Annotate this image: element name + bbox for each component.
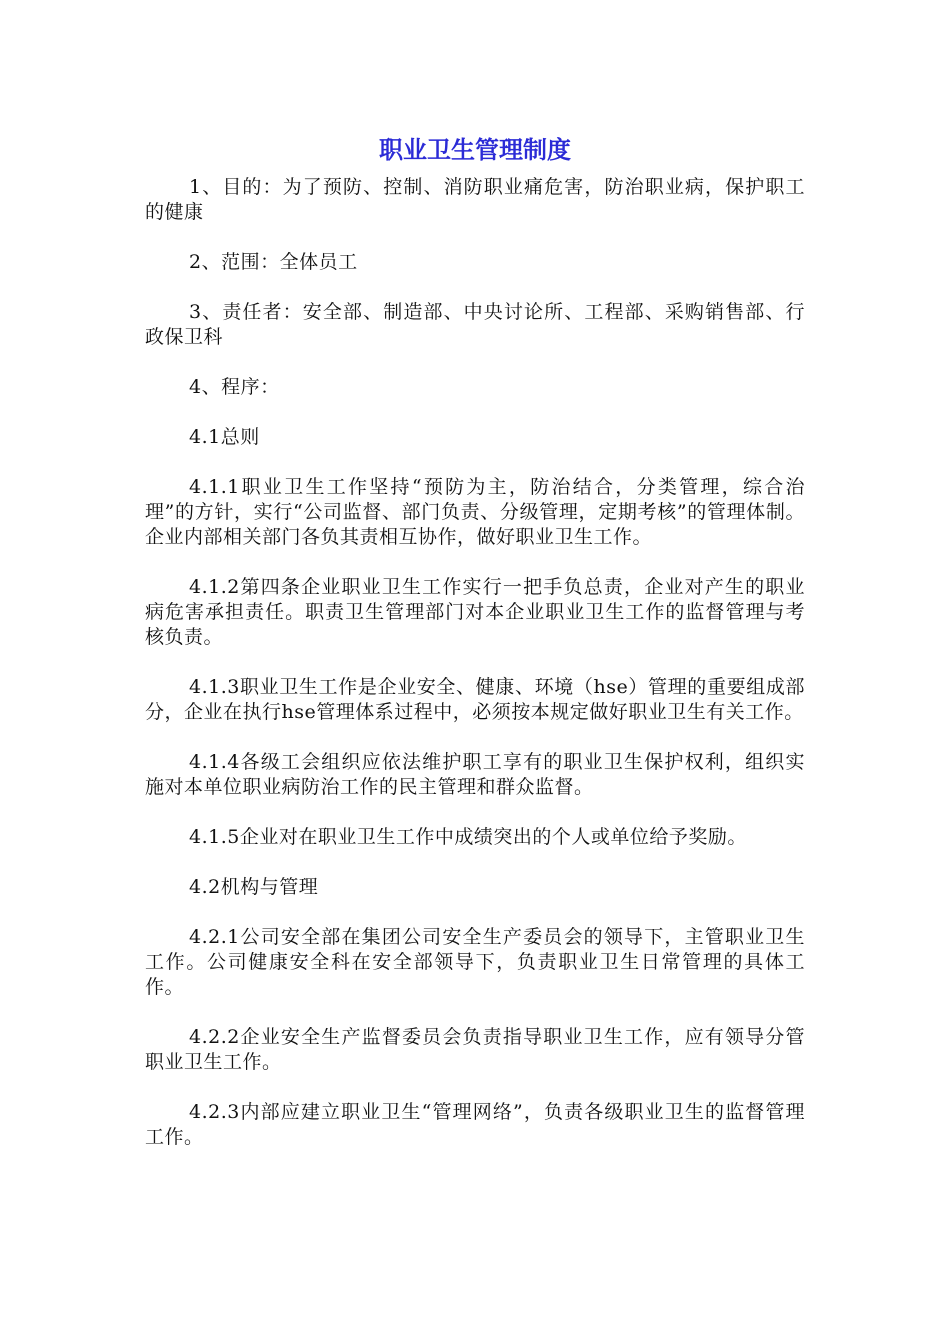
paragraph-4-1-5: 4.1.5企业对在职业卫生工作中成绩突出的个人或单位给予奖励。 (189, 826, 747, 848)
document-title: 职业卫生管理制度 (379, 136, 571, 164)
paragraph-procedure: 4、程序： (189, 376, 280, 398)
paragraph-4-2-2: 4.2.2企业安全生产监督委员会负责指导职业卫生工作，应有领导分管职业卫生工作。 (145, 1026, 805, 1073)
paragraph-4-1-1: 4.1.1职业卫生工作坚持“预防为主，防治结合，分类管理，综合治理”的方针，实行“公司监督、部门负责、分级管理，定期考核”的管理体制。企业内部相关部门各负其责相互协作，做好职业卫生工作。 (145, 476, 805, 548)
paragraph-4-1-3: 4.1.3职业卫生工作是企业安全、健康、环境（hse）管理的重要组成部分，企业在执行hse管理体系过程中，必须按本规定做好职业卫生有关工作。 (145, 676, 805, 723)
paragraph-4-1-2: 4.1.2第四条企业职业卫生工作实行一把手负总责，企业对产生的职业病危害承担责任。职责卫生管理部门对本企业职业卫生工作的监督管理与考核负责。 (145, 576, 805, 648)
paragraph-responsible: 3、责任者：安全部、制造部、中央讨论所、工程部、采购销售部、行政保卫科 (145, 301, 805, 348)
paragraph-4-1-4: 4.1.4各级工会组织应依法维护职工享有的职业卫生保护权利，组织实施对本单位职业病防治工作的民主管理和群众监督。 (145, 751, 805, 798)
paragraph-scope: 2、范围：全体员工 (189, 251, 358, 273)
section-heading-organization: 4.2机构与管理 (189, 876, 319, 898)
paragraph-4-2-1: 4.2.1公司安全部在集团公司安全生产委员会的领导下，主管职业卫生工作。公司健康安全科在安全部领导下，负责职业卫生日常管理的具体工作。 (145, 926, 805, 998)
section-heading-general: 4.1总则 (189, 426, 260, 448)
document-body (145, 175, 805, 1175)
paragraph-4-2-3: 4.2.3内部应建立职业卫生“管理网络”，负责各级职业卫生的监督管理工作。 (145, 1101, 805, 1148)
paragraph-purpose: 1、目的：为了预防、控制、消防职业痛危害，防治职业病，保护职工的健康 (145, 176, 805, 223)
